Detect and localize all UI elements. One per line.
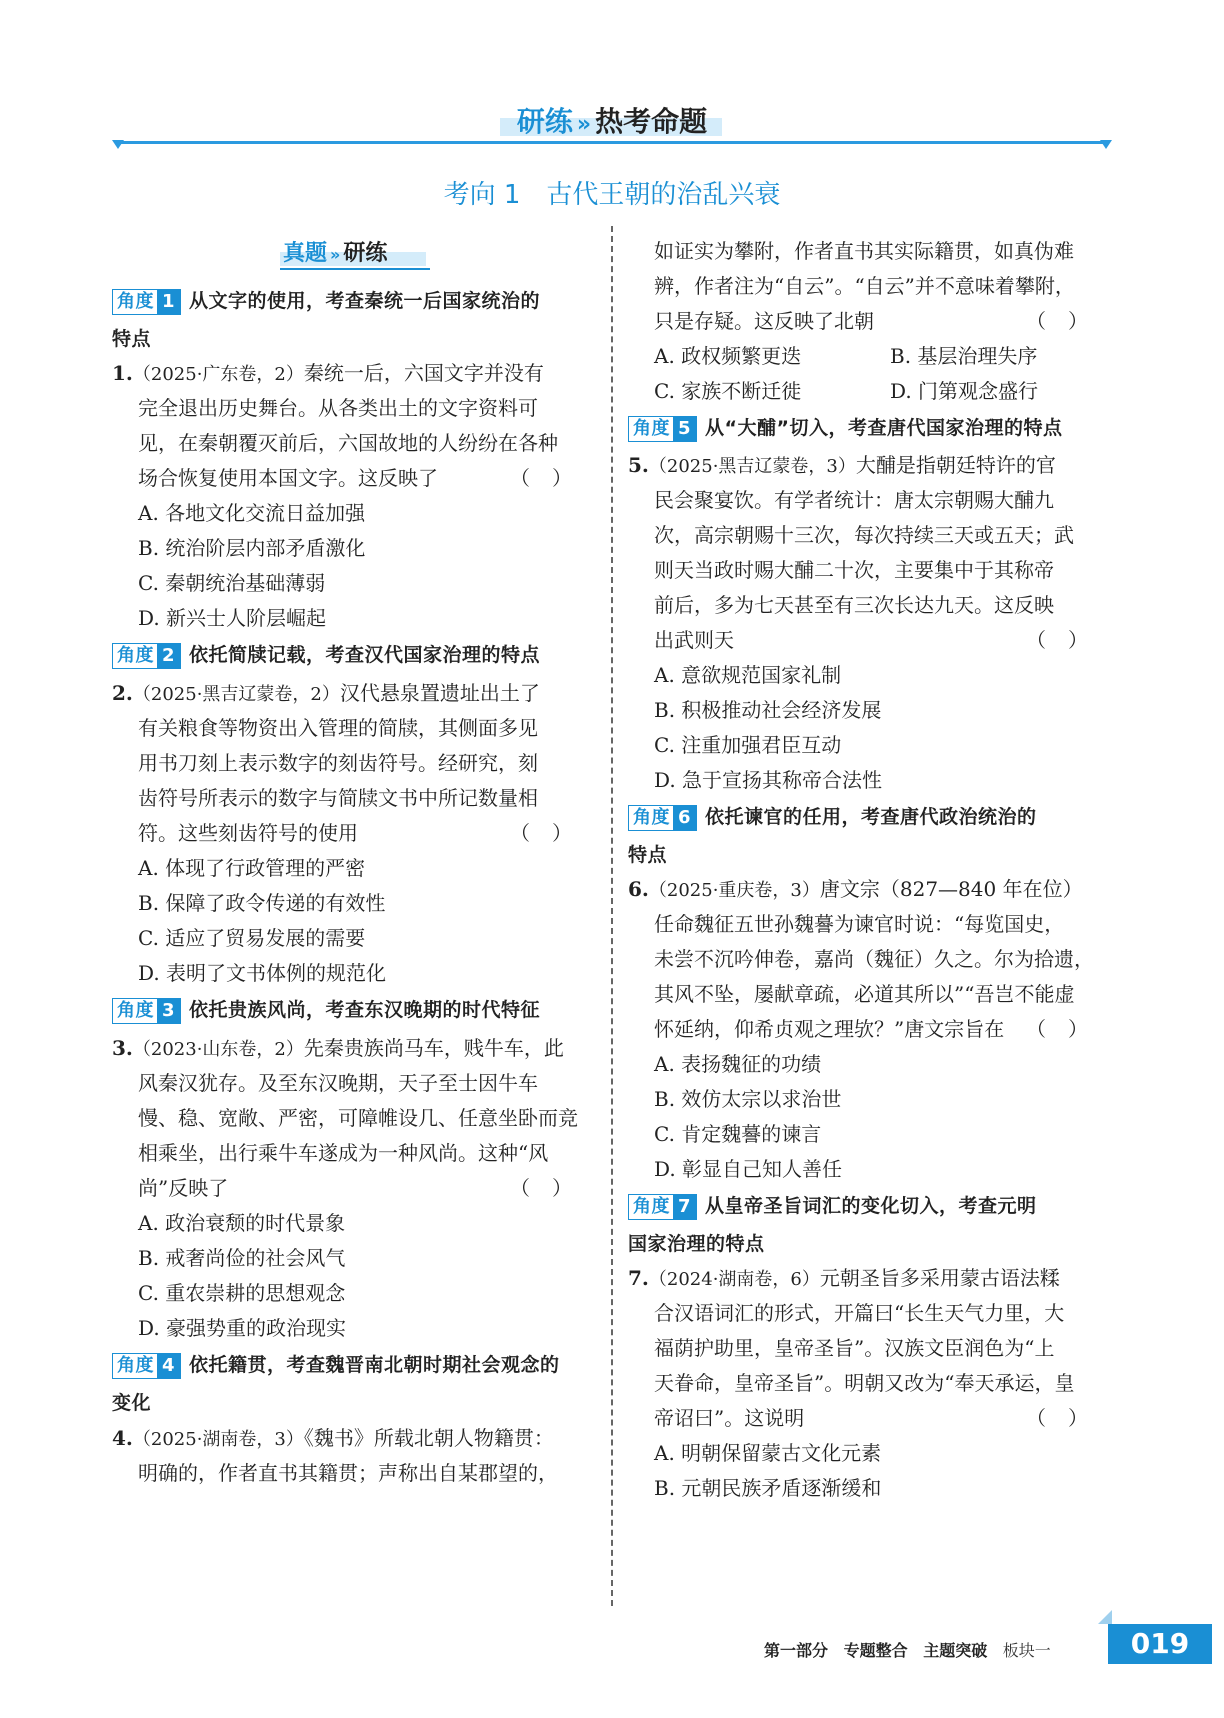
option-d: D. 门第观念盛行	[890, 379, 1039, 403]
angle-badge: 角度 7	[628, 1194, 697, 1220]
angle-1-heading-cont: 特点	[112, 328, 152, 350]
header-title-rest: 热考命题	[595, 105, 708, 138]
header-title-highlight: 研练	[516, 105, 573, 138]
angle-1-heading: 角度 1 从文字的使用，考查秦统一后国家统治的	[112, 288, 540, 315]
answer-blank: （）	[1026, 628, 1110, 652]
question-line: 尚”反映了 （）	[138, 1176, 594, 1200]
subhead	[283, 236, 387, 267]
question-line: 相乘坐，出行乘牛车遂成为一种风尚。这种“风	[138, 1141, 549, 1165]
option-c: C. 家族不断迁徙	[654, 379, 802, 403]
answer-blank: （）	[510, 466, 594, 490]
question-source: （2025·黑吉辽蒙卷，2）	[132, 684, 340, 705]
footer-topic-1: 专题整合	[843, 1641, 908, 1660]
question-3: 3.（2023·山东卷，2）先秦贵族尚马车，贱牛车，此	[112, 1036, 564, 1060]
angle-6-heading-cont: 特点	[628, 844, 668, 866]
question-line: 有关粮食等物资出入管理的简牍，其侧面多见	[138, 716, 538, 740]
option-a: A. 各地文化交流日益加强	[138, 501, 366, 525]
angle-badge: 角度 1	[112, 289, 181, 315]
question-line: 齿符号所表示的数字与简牍文书中所记数量相	[138, 786, 538, 810]
angle-3-heading: 角度 3 依托贵族风尚，考查东汉晚期的时代特征	[112, 997, 540, 1024]
section-number: 考向 1	[443, 180, 521, 210]
question-line: 如证实为攀附，作者直书其实际籍贯，如真伪难	[654, 239, 1074, 263]
angle-4-heading: 角度 4 依托籍贯，考查魏晋南北朝时期社会观念的	[112, 1352, 560, 1379]
angle-7-heading-cont: 国家治理的特点	[628, 1233, 765, 1255]
answer-blank: （）	[1026, 1017, 1110, 1041]
question-line: 明确的，作者直书其籍贯；声称出自某郡望的，	[138, 1461, 558, 1485]
option-d: D. 表明了文书体例的规范化	[138, 961, 387, 985]
footer-block: 板块一	[1002, 1641, 1051, 1660]
option-c: C. 注重加强君臣互动	[654, 733, 842, 757]
subhead-separator: »	[330, 245, 341, 264]
option-b: B. 统治阶层内部矛盾激化	[138, 536, 366, 560]
answer-blank: （）	[1026, 309, 1110, 333]
question-line: 风秦汉犹存。及至东汉晚期，天子至士因牛车	[138, 1071, 538, 1095]
question-line: 福荫护助里，皇帝圣旨”。汉族文臣润色为“上	[654, 1336, 1055, 1360]
option-c: C. 适应了贸易发展的需要	[138, 926, 366, 950]
option-a: A. 意欲规范国家礼制	[654, 663, 842, 687]
angle-badge: 角度 6	[628, 805, 697, 831]
question-line: 帝诏曰”。这说明 （）	[654, 1406, 1110, 1430]
option-d: D. 彰显自己知人善任	[654, 1157, 843, 1181]
footer-topic-2: 主题突破	[923, 1641, 988, 1660]
page-number: 019	[1108, 1624, 1212, 1664]
question-line: 见，在秦朝覆灭前后，六国故地的人纷纷在各种	[138, 431, 558, 455]
option-c: C. 秦朝统治基础薄弱	[138, 571, 326, 595]
option-b: B. 基层治理失序	[890, 344, 1038, 368]
question-source: （2025·湖南卷，3）	[132, 1429, 304, 1450]
question-source: （2023·山东卷，2）	[132, 1039, 304, 1060]
question-source: （2024·湖南卷，6）	[648, 1269, 820, 1290]
angle-4-heading-cont: 变化	[112, 1392, 152, 1414]
option-b: B. 积极推动社会经济发展	[654, 698, 882, 722]
option-a: A. 体现了行政管理的严密	[138, 856, 366, 880]
option-a: A. 表扬魏征的功绩	[654, 1052, 822, 1076]
question-line: 未尝不沉吟伸卷，嘉尚（魏征）久之。尔为拾遗，	[654, 947, 1094, 971]
question-1: 1.（2025·广东卷，2）秦统一后，六国文字并没有	[112, 361, 544, 385]
page-header-title	[0, 100, 1224, 140]
subhead-rest: 研练	[343, 241, 388, 266]
question-line: 天眷命，皇帝圣旨”。明朝又改为“奉天承运，皇	[654, 1371, 1075, 1395]
option-b: B. 效仿太宗以求治世	[654, 1087, 842, 1111]
question-line: 完全退出历史舞台。从各类出土的文字资料可	[138, 396, 538, 420]
question-source: （2025·黑吉辽蒙卷，3）	[648, 456, 856, 477]
question-line: 用书刀刻上表示数字的刻齿符号。经研究，刻	[138, 751, 538, 775]
option-a: A. 政治衰颓的时代景象	[138, 1211, 346, 1235]
option-b: B. 元朝民族矛盾逐渐缓和	[654, 1476, 882, 1500]
option-c: C. 重农崇耕的思想观念	[138, 1281, 346, 1305]
answer-blank: （）	[510, 821, 594, 845]
question-line: 次，高宗朝赐十三次，每次持续三天或五天；武	[654, 523, 1074, 547]
question-source: （2025·重庆卷，3）	[648, 880, 820, 901]
question-line: 出武则天 （）	[654, 628, 1110, 652]
question-line: 只是存疑。这反映了北朝 （）	[654, 309, 1110, 333]
subhead-rule	[280, 268, 430, 270]
question-line: 符。这些刻齿符号的使用 （）	[138, 821, 594, 845]
footer-part: 第一部分	[764, 1641, 829, 1660]
question-line: 前后，多为七天甚至有三次长达九天。这反映	[654, 593, 1054, 617]
question-line: 怀延纳，仰希贞观之理欤？”唐文宗旨在 （）	[654, 1017, 1110, 1041]
angle-badge: 角度 2	[112, 643, 181, 669]
question-6: 6.（2025·重庆卷，3）唐文宗（827—840 年在位）	[628, 877, 1083, 901]
angle-7-heading: 角度 7 从皇帝圣旨词汇的变化切入，考查元明	[628, 1193, 1037, 1220]
question-line: 辨，作者注为“自云”。“自云”并不意味着攀附，	[654, 274, 1075, 298]
subhead-highlight: 真题	[283, 241, 328, 266]
question-4: 4.（2025·湖南卷，3）《魏书》所载北朝人物籍贯：	[112, 1426, 554, 1450]
angle-badge: 角度 3	[112, 998, 181, 1024]
option-d: D. 新兴士人阶层崛起	[138, 606, 327, 630]
question-line: 则天当政时赐大酺二十次，主要集中于其称帝	[654, 558, 1054, 582]
angle-6-heading: 角度 6 依托谏官的任用，考查唐代政治统治的	[628, 804, 1037, 831]
column-divider	[611, 226, 613, 1606]
page-corner-fold-icon	[1098, 1610, 1112, 1624]
option-c: C. 肯定魏謩的谏言	[654, 1122, 822, 1146]
rule-left-triangle-icon	[112, 140, 124, 149]
answer-blank: （）	[1026, 1406, 1110, 1430]
option-b: B. 戒奢尚俭的社会风气	[138, 1246, 346, 1270]
option-a: A. 明朝保留蒙古文化元素	[654, 1441, 882, 1465]
question-5: 5.（2025·黑吉辽蒙卷，3）大酺是指朝廷特许的官	[628, 453, 1056, 477]
question-line: 其风不坠，屡献章疏，必道其所以”“吾岂不能虚	[654, 982, 1075, 1006]
rule-right-triangle-icon	[1100, 140, 1112, 149]
answer-blank: （）	[510, 1176, 594, 1200]
question-line: 民会聚宴饮。有学者统计：唐太宗朝赐大酺九	[654, 488, 1054, 512]
question-line: 合汉语词汇的形式，开篇曰“长生天气力里，大	[654, 1301, 1065, 1325]
section-title	[0, 174, 1224, 211]
option-a: A. 政权频繁更迭	[654, 344, 802, 368]
question-line: 场合恢复使用本国文字。这反映了 （）	[138, 466, 594, 490]
section-name: 古代王朝的治乱兴衰	[546, 180, 781, 210]
angle-badge: 角度 5	[628, 416, 697, 442]
option-d: D. 急于宣扬其称帝合法性	[654, 768, 883, 792]
option-b: B. 保障了政令传递的有效性	[138, 891, 386, 915]
question-2: 2.（2025·黑吉辽蒙卷，2）汉代悬泉置遗址出土了	[112, 681, 540, 705]
angle-2-heading: 角度 2 依托简牍记载，考查汉代国家治理的特点	[112, 642, 540, 669]
question-7: 7.（2024·湖南卷，6）元朝圣旨多采用蒙古语法糅	[628, 1266, 1060, 1290]
header-rule	[116, 141, 1108, 144]
question-source: （2025·广东卷，2）	[132, 364, 304, 385]
question-line: 任命魏征五世孙魏謩为谏官时说：“每览国史，	[654, 912, 1065, 936]
angle-badge: 角度 4	[112, 1353, 181, 1379]
angle-5-heading: 角度 5 从“大酺”切入，考查唐代国家治理的特点	[628, 415, 1063, 442]
footer-breadcrumb	[764, 1638, 1051, 1661]
option-d: D. 豪强势重的政治现实	[138, 1316, 347, 1340]
header-separator: »	[576, 112, 592, 137]
question-line: 慢、稳、宽敞、严密，可障帷设几、任意坐卧而竞	[138, 1106, 578, 1130]
